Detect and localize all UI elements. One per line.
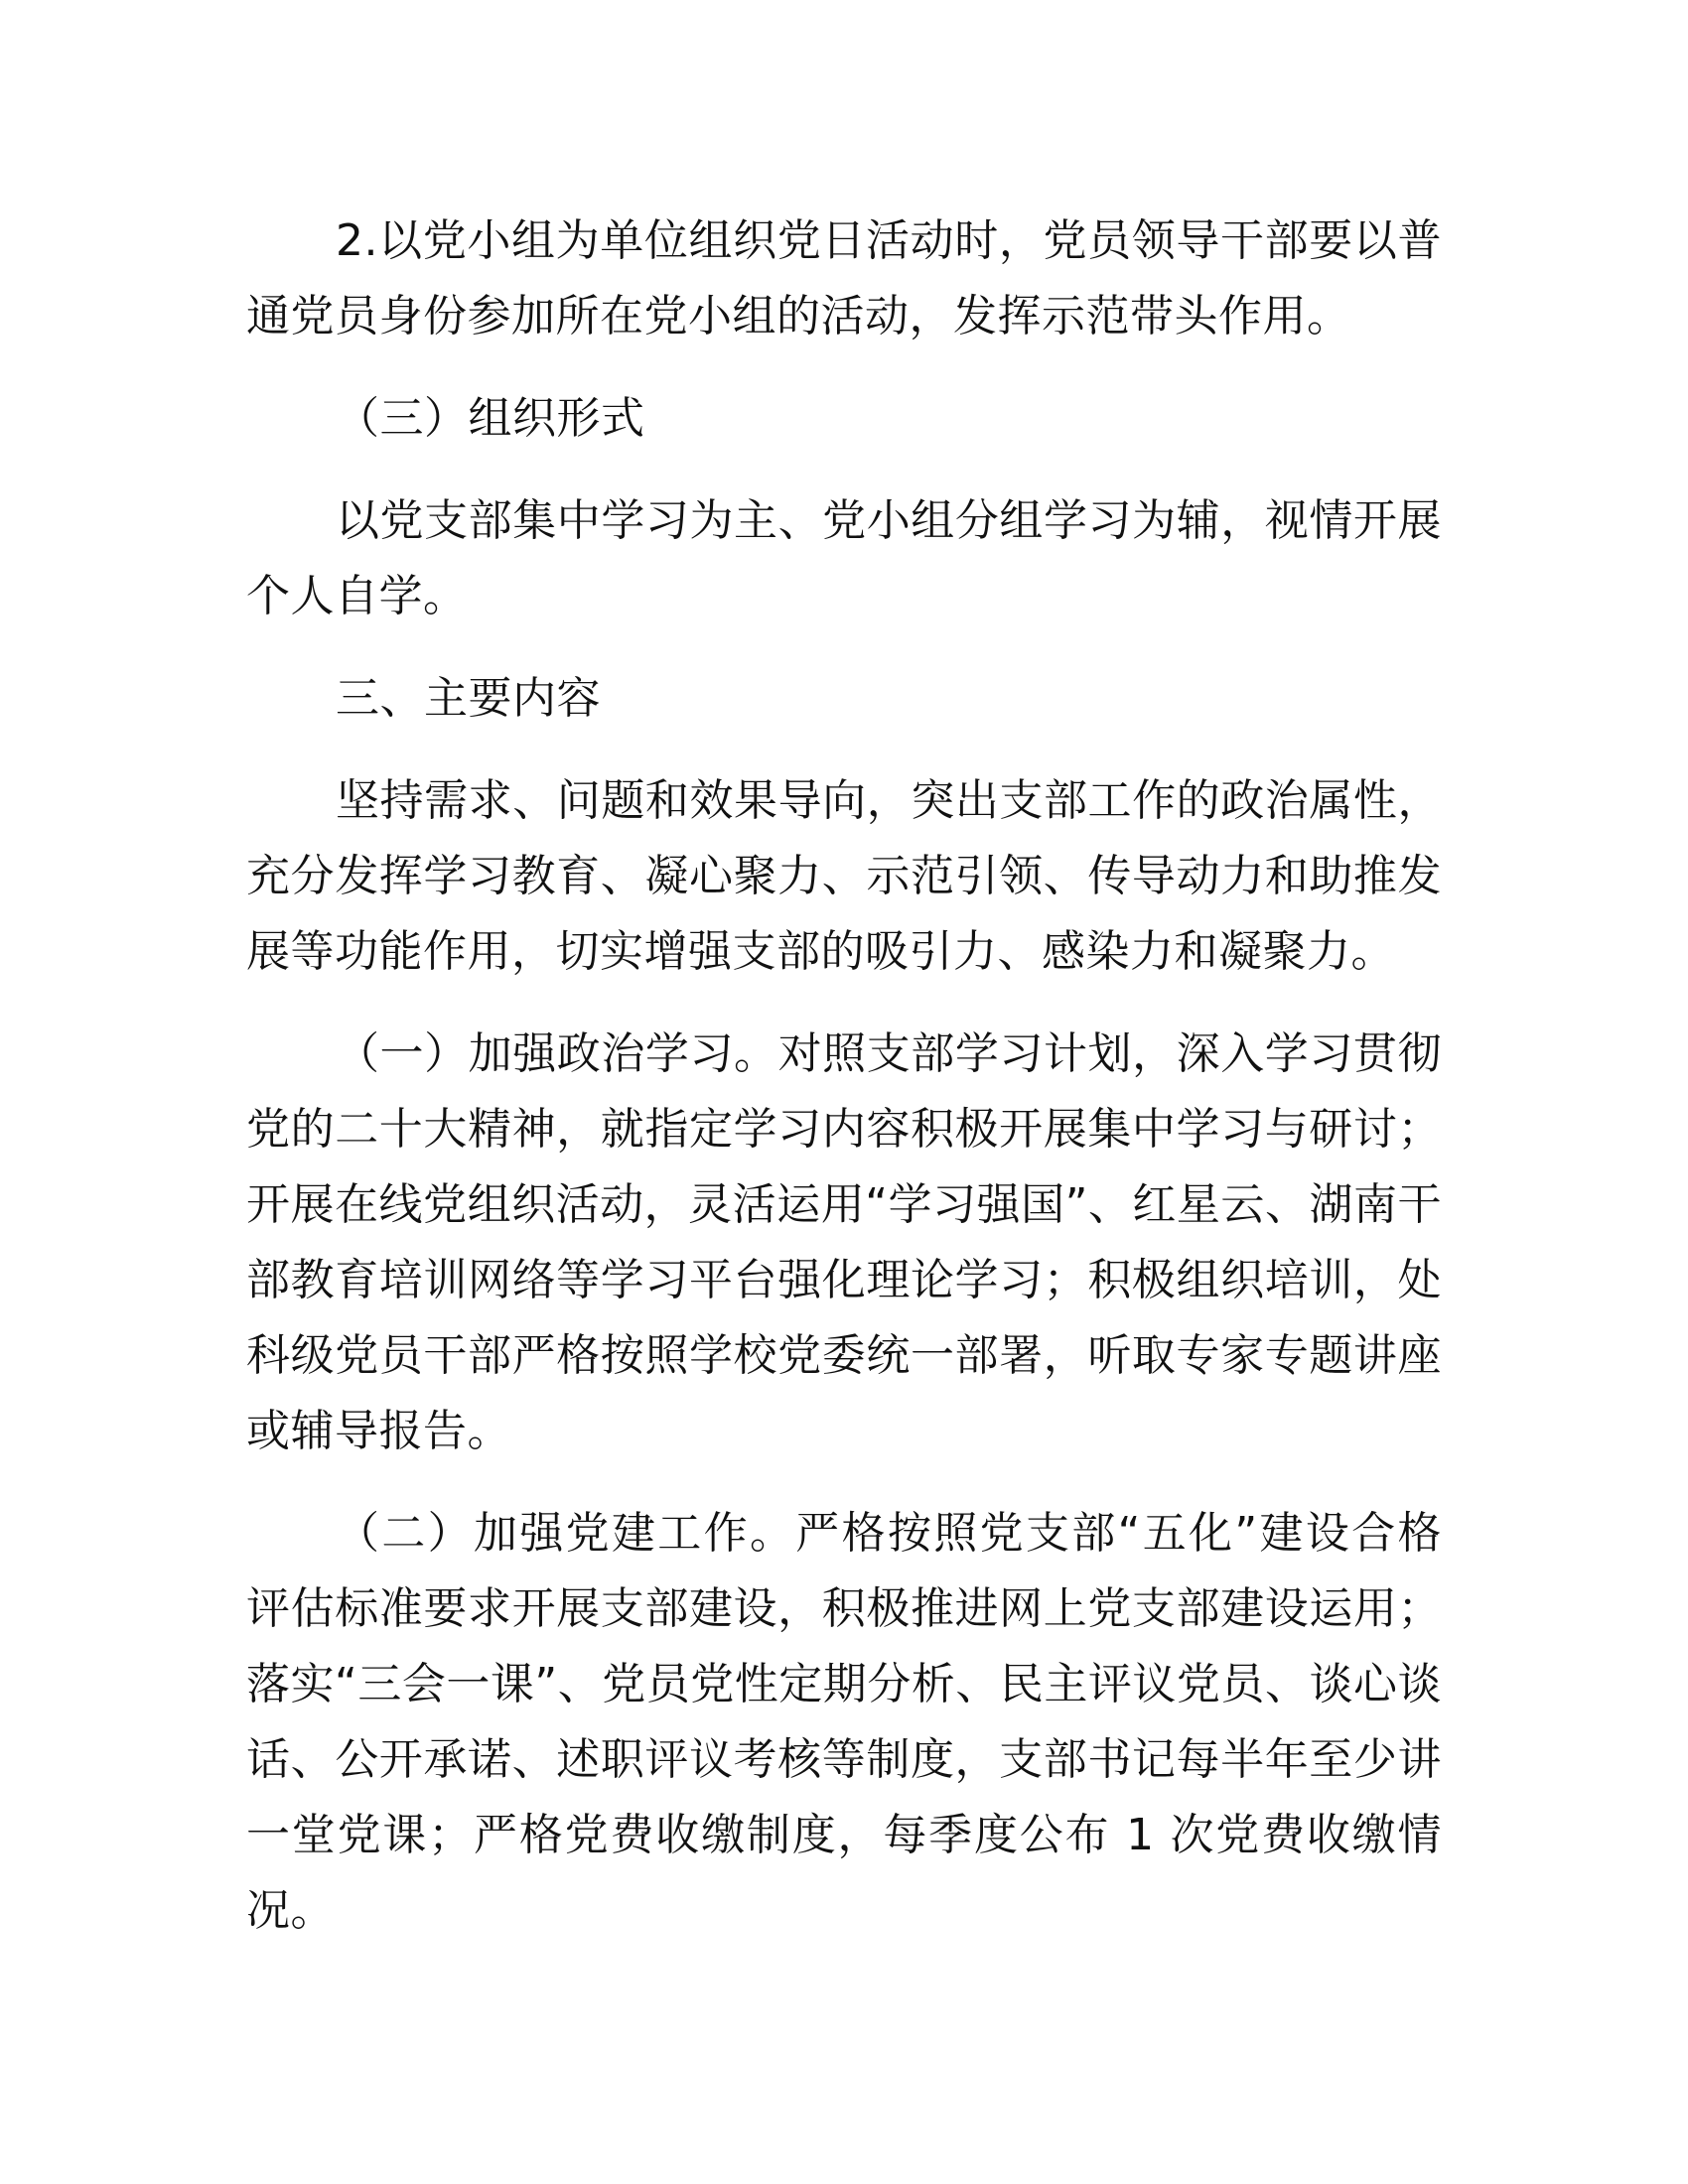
heading-main-content: 三、主要内容: [336, 673, 601, 724]
paragraph-party-group-activity: 2.以党小组为单位组织党日活动时，党员领导干部要以普通党员身份参加所在党小组的活动，发挥示范带头作用。: [246, 215, 1442, 341]
paragraph-organization-form: 以党支部集中学习为主、党小组分组学习为辅，视情开展个人自学。: [246, 495, 1442, 621]
document-page: [246, 204, 1442, 1976]
paragraph-main-content-intro: 坚持需求、问题和效果导向，突出支部工作的政治属性，充分发挥学习教育、凝心聚力、示范引领、传导动力和助推发展等功能作用，切实增强支部的吸引力、感染力和凝聚力。: [246, 775, 1442, 977]
heading-organization-form: （三）组织形式: [336, 393, 645, 444]
paragraph-political-study: （一）加强政治学习。对照支部学习计划，深入学习贯彻党的二十大精神，就指定学习内容积极开展集中学习与研讨；开展在线党组织活动，灵活运用“学习强国”、红星云、湖南干部教育培训网络等学习平台强化理论学习；积极组织培训，处科级党员干部严格按照学校党委统一部署，听取专家专题讲座或辅导报告。: [246, 1028, 1442, 1456]
paragraph-party-building: （二）加强党建工作。严格按照党支部“五化”建设合格评估标准要求开展支部建设，积极推进网上党支部建设运用；落实“三会一课”、党员党性定期分析、民主评议党员、谈心谈话、公开承诺、述职评议考核等制度，支部书记每半年至少讲一堂党课；严格党费收缴制度，每季度公布 1 次党费收缴情况。: [246, 1508, 1442, 1936]
